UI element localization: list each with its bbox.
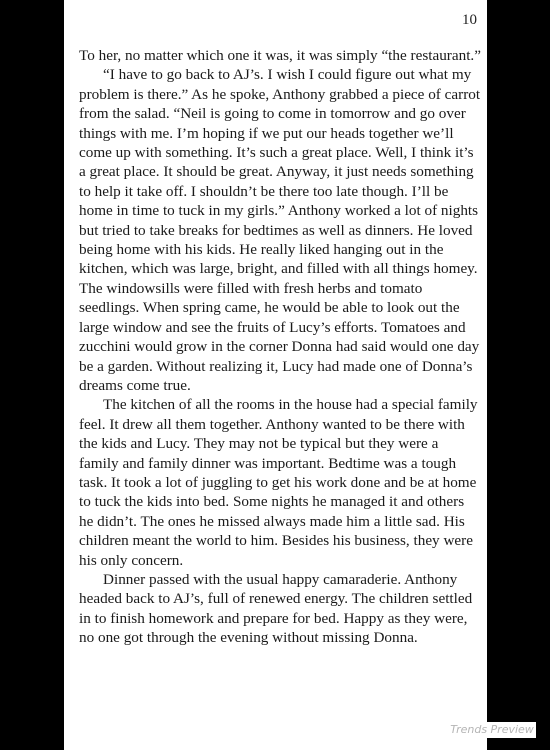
paragraph: To her, no matter which one it was, it was simply “the restaurant.” — [79, 47, 481, 64]
page-text — [79, 46, 481, 648]
paragraph: Dinner passed with the usual happy camaraderie. Anthony headed back to AJ’s, full of renewed energy. The children settled in to finish homework and prepare for bed. Happy as they were, no one got through the evening without missing Donna. — [79, 570, 473, 647]
paragraph: “I have to go back to AJ’s. I wish I could figure out what my problem is there.” As he spoke, Anthony grabbed a piece of carrot from the salad. “Neil is going to come in tomorrow and go over things with me. I’m hoping if we put our heads together we’ll come up with something. It’s such a great place. Well, I think it’s a great place. It should be great. Anyway, it just needs something to help it take off. I shouldn’t be there too late though. I’ll be home in time to tuck in my girls.” Anthony worked a lot of nights but tried to take breaks for bedtimes as well as dinners. He loved being home with his kids. He really liked hanging out in the kitchen, which was large, bright, and filled with all things homey. The windowsills were filled with fresh herbs and tomato seedlings. When spring came, he would be able to look out the large window and see the fruits of Lucy’s efforts. Tomatoes and zucchini would grow in the corner Donna had said would one day be a garden. Without realizing it, Lucy had made one of Donna’s dreams come true. — [79, 66, 481, 394]
book-page — [64, 0, 487, 750]
preview-watermark: Trends Preview — [448, 722, 536, 738]
page-number: 10 — [462, 12, 477, 28]
paragraph: The kitchen of all the rooms in the house had a special family feel. It drew all them together. Anthony wanted to be there with the kids and Lucy. They may not be typical but they were a family and family dinner was important. Bedtime was a tough task. It took a lot of juggling to get his work done and be at home to tuck the kids into bed. Some nights he managed it and others he didn’t. The ones he missed always made him a little sad. His children meant the world to him. Besides his business, they were his only concern. — [79, 396, 478, 569]
